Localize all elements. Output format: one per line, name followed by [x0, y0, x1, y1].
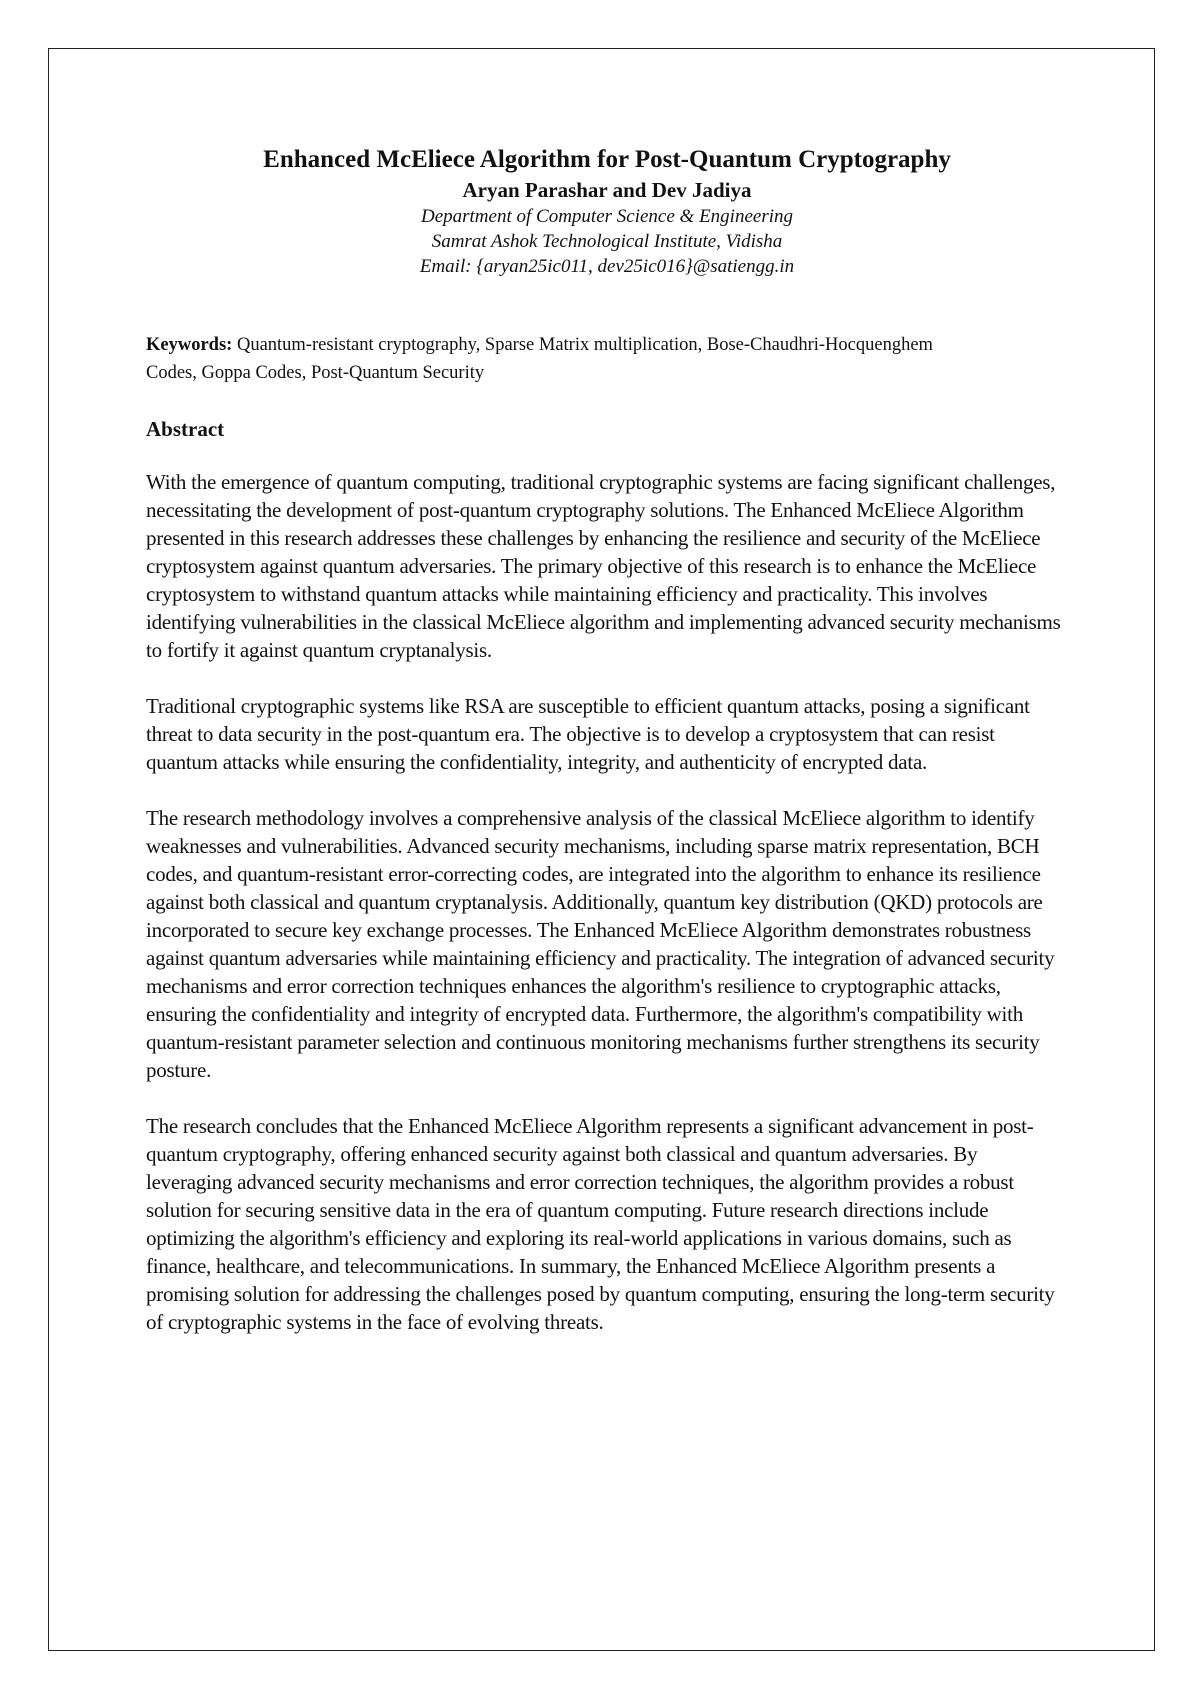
abstract-heading: Abstract: [146, 417, 225, 441]
keywords-label: Keywords:: [146, 335, 233, 355]
abstract-paragraph: With the emergence of quantum computing, traditional cryptographic systems are facing significant challenges, necessitating the development of post-quantum cryptography solutions. The Enhanced McEliece Algorithm presented in this research addresses these challenges by enhancing the resilience and security of the McEliece cryptosystem against quantum adversaries. The primary objective of this research is to enhance the McEliece cryptosystem to withstand quantum attacks while maintaining efficiency and practicality. This involves identifying vulnerabilities in the classical McEliece algorithm and implementing advanced security mechanisms to fortify it against quantum cryptanalysis.: [146, 470, 1061, 662]
paper-title: Enhanced McEliece Algorithm for Post-Quantum Cryptography: [263, 146, 951, 173]
abstract-paragraph: The research methodology involves a comprehensive analysis of the classical McEliece algorithm to identify weaknesses and vulnerabilities. Advanced security mechanisms, including sparse matrix representation, BCH codes, and quantum-resistant error-correcting codes, are integrated into the algorithm to enhance its resilience against both classical and quantum cryptanalysis. Additionally, quantum key distribution (QKD) protocols are incorporated to secure key exchange processes. The Enhanced McEliece Algorithm demonstrates robustness against quantum adversaries while maintaining efficiency and practicality. The integration of advanced security mechanisms and error correction techniques enhances the algorithm's resilience to cryptographic attacks, ensuring the confidentiality and integrity of encrypted data. Furthermore, the algorithm's compatibility with quantum-resistant parameter selection and continuous monitoring mechanisms further strengthens its security posture.: [146, 806, 1055, 1082]
abstract-paragraph: Traditional cryptographic systems like RSA are susceptible to efficient quantum attacks, posing a significant threat to data security in the post-quantum era. The objective is to develop a cryptosystem that can resist quantum attacks while ensuring the confidentiality, integrity, and authenticity of encrypted data.: [146, 694, 1030, 774]
paper-content: [146, 144, 1068, 1364]
abstract-paragraph: The research concludes that the Enhanced McEliece Algorithm represents a significant advancement in post-quantum cryptography, offering enhanced security against both classical and quantum adversaries. By leveraging advanced security mechanisms and error correction techniques, the algorithm provides a robust solution for securing sensitive data in the era of quantum computing. Future research directions include optimizing the algorithm's efficiency and exploring its real-world applications in various domains, such as finance, healthcare, and telecommunications. In summary, the Enhanced McEliece Algorithm presents a promising solution for addressing the challenges posed by quantum computing, ensuring the long-term security of cryptographic systems in the face of evolving threats.: [146, 1114, 1055, 1334]
keywords-text: Quantum-resistant cryptography, Sparse Matrix multiplication, Bose-Chaudhri-Hocquenghem Codes, Goppa Codes, Post-Quantum Security: [146, 335, 933, 383]
paper-authors: Aryan Parashar and Dev Jadiya: [462, 178, 752, 202]
abstract-body: [146, 468, 1068, 1336]
author-email: Email: {aryan25ic011, dev25ic016}@satiengg.in: [419, 256, 795, 277]
keywords-section: [146, 331, 986, 387]
author-department: Department of Computer Science & Engineering: [420, 206, 793, 227]
paper-header: [146, 144, 1068, 279]
author-institute: Samrat Ashok Technological Institute, Vidisha: [431, 231, 783, 252]
